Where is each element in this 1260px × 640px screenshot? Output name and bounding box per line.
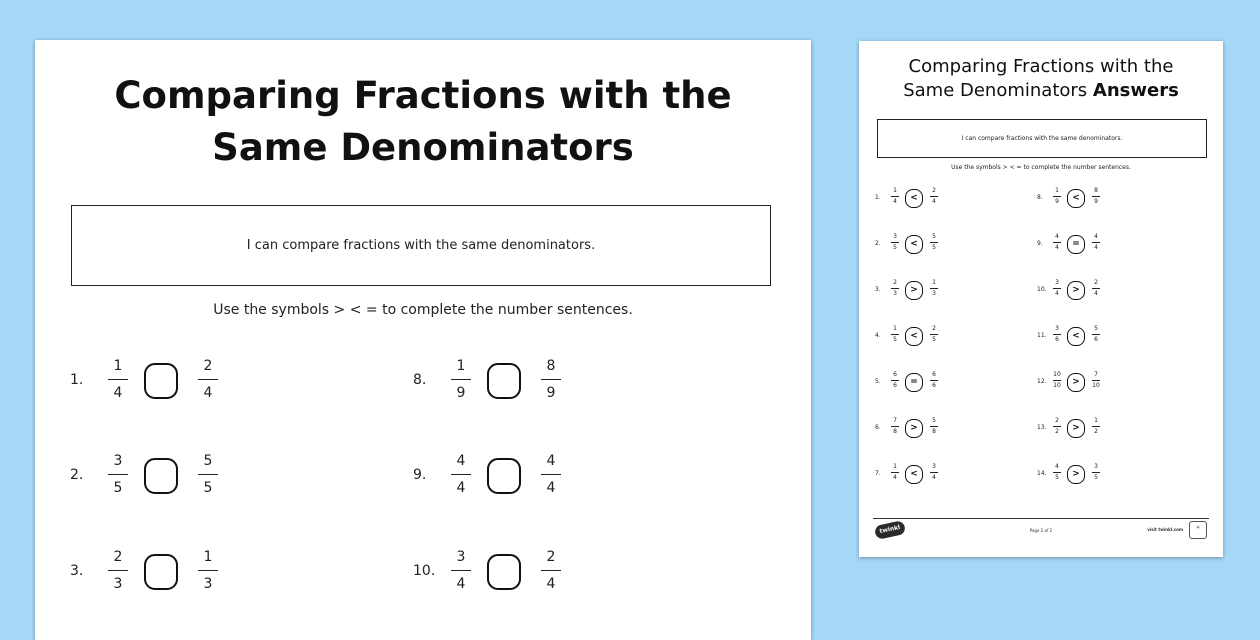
title-line-1: Comparing Fractions with the [114,74,732,117]
denominator: 4 [932,197,936,205]
question-number: 1. [875,194,881,201]
fraction [889,233,901,252]
fraction-bar [1092,196,1100,197]
fraction [1051,325,1063,344]
fraction [928,279,940,298]
fraction-bar [198,474,218,475]
numerator: 2 [546,549,556,565]
answer-symbol-box: < [905,327,923,346]
fraction-bar [930,426,938,427]
denominator: 3 [113,576,123,593]
fraction-bar [541,379,561,380]
answer-symbol-box: < [905,465,923,484]
denominator: 4 [1094,289,1098,297]
numerator: 2 [1055,417,1059,424]
answer-symbol-box: > [1067,281,1085,300]
denominator: 9 [546,385,556,402]
numerator: 1 [113,358,123,374]
question-number: 8. [1037,194,1043,201]
denominator: 3 [893,289,897,297]
fraction [889,463,901,482]
numerator: 4 [546,453,556,469]
answer-row [875,325,965,349]
fraction [104,547,132,594]
answer-row [1037,279,1127,303]
fraction [1090,325,1102,344]
worksheet-page [35,40,811,640]
numerator: 4 [456,453,466,469]
denominator: 5 [932,243,936,251]
question-number: 8. [413,372,427,388]
page-number: Page 2 of 2 [1029,528,1053,533]
numerator: 3 [1055,279,1059,286]
question-number: 10. [1037,286,1047,293]
twinkl-logo: twinkl [874,520,906,540]
fraction-bar [198,379,218,380]
answer-symbol-box: > [1067,373,1085,392]
fraction [928,417,940,436]
fraction-bar [891,288,899,289]
answer-symbol-box: < [905,189,923,208]
question-number: 3. [875,286,881,293]
question-number: 5. [875,378,881,385]
denominator: 4 [893,197,897,205]
denominator: 6 [1055,335,1059,343]
fraction [889,187,901,206]
answer-sheet-page [859,41,1223,557]
denominator: 9 [1094,197,1098,205]
question-number: 4. [875,332,881,339]
fraction-bar [1053,472,1061,473]
numerator: 1 [203,549,213,565]
fraction [1090,187,1102,206]
fraction [928,187,940,206]
fraction [1051,187,1063,206]
numerator: 3 [113,453,123,469]
numerator: 1 [893,187,897,194]
question-number: 14. [1037,470,1047,477]
numerator: 2 [932,325,936,332]
fraction-bar [1092,288,1100,289]
fraction-bar [1092,334,1100,335]
question-number: 2. [70,467,84,483]
answer-symbol-box: < [905,235,923,254]
answer-symbol-box: > [1067,465,1085,484]
denominator: 5 [893,335,897,343]
numerator: 2 [113,549,123,565]
fraction-bar [891,334,899,335]
answer-symbol-box: = [905,373,923,392]
denominator: 4 [893,473,897,481]
denominator: 10 [1053,381,1061,389]
question-row [70,547,270,599]
numerator: 2 [1094,279,1098,286]
numerator: 3 [893,233,897,240]
fraction-bar [541,474,561,475]
denominator: 4 [113,385,123,402]
fraction [889,279,901,298]
numerator: 8 [546,358,556,374]
fraction-bar [1053,196,1061,197]
answer-title-prefix: Same Denominators [903,80,1088,101]
fraction [194,356,222,403]
fraction-bar [1053,426,1061,427]
fraction [104,356,132,403]
fraction [1051,463,1063,482]
denominator: 2 [1094,427,1098,435]
answer-symbol-box: > [1067,419,1085,438]
fraction [889,417,901,436]
answer-title-bold: Answers [1092,80,1179,101]
learning-objective-text: I can compare fractions with the same denominators. [246,238,596,253]
denominator: 2 [1055,427,1059,435]
numerator: 7 [893,417,897,424]
answer-row [1037,371,1127,395]
numerator: 2 [893,279,897,286]
fraction [447,547,475,594]
fraction-bar [108,474,128,475]
answer-row [1037,463,1127,487]
question-number: 9. [413,467,427,483]
fraction [194,451,222,498]
question-number: 3. [70,563,84,579]
fraction [447,451,475,498]
denominator: 4 [456,576,466,593]
numerator: 10 [1053,371,1061,378]
numerator: 2 [932,187,936,194]
answer-box[interactable] [487,363,521,399]
fraction-bar [451,474,471,475]
answer-sheet-title [859,55,1223,103]
answer-box[interactable] [144,458,178,494]
numerator: 7 [1094,371,1098,378]
numerator: 3 [456,549,466,565]
answer-row [1037,417,1127,441]
answer-symbol-box: < [1067,327,1085,346]
numerator: 3 [932,463,936,470]
denominator: 5 [203,480,213,497]
fraction [928,371,940,390]
denominator: 4 [546,480,556,497]
fraction [889,371,901,390]
footer-website: visit twinkl.com [1147,527,1183,532]
fraction [928,233,940,252]
numerator: 4 [1094,233,1098,240]
numerator: 4 [1055,463,1059,470]
numerator: 5 [203,453,213,469]
numerator: 1 [932,279,936,286]
footer-divider [873,518,1209,519]
fraction [537,356,565,403]
numerator: 3 [1055,325,1059,332]
denominator: 3 [203,576,213,593]
answer-title-line-2 [859,79,1223,103]
question-number: 13. [1037,424,1047,431]
denominator: 6 [1094,335,1098,343]
fraction [1090,417,1102,436]
denominator: 4 [1055,289,1059,297]
denominator: 5 [1094,473,1098,481]
fraction-bar [930,288,938,289]
denominator: 4 [1055,243,1059,251]
fraction [928,463,940,482]
answer-row [875,371,965,395]
fraction-bar [108,379,128,380]
numerator: 5 [1094,325,1098,332]
denominator: 9 [456,385,466,402]
question-row [413,547,613,599]
quality-badge-icon: ▤ [1189,521,1207,539]
numerator: 1 [893,325,897,332]
fraction [447,356,475,403]
answer-row [875,279,965,303]
question-number: 9. [1037,240,1043,247]
denominator: 5 [932,335,936,343]
title-line-2: Same Denominators [212,126,634,169]
answer-row [1037,325,1127,349]
question-number: 1. [70,372,84,388]
numerator: 5 [932,417,936,424]
denominator: 5 [893,243,897,251]
numerator: 1 [1094,417,1098,424]
denominator: 5 [1055,473,1059,481]
answer-row [1037,187,1127,211]
answer-symbol-box: < [1067,189,1085,208]
numerator: 3 [1094,463,1098,470]
fraction-bar [930,242,938,243]
answer-box[interactable] [487,554,521,590]
fraction-bar [891,426,899,427]
fraction [1051,279,1063,298]
answer-box[interactable] [144,554,178,590]
fraction-bar [1092,426,1100,427]
fraction [1090,371,1102,390]
question-number: 10. [413,563,436,579]
fraction-bar [891,472,899,473]
fraction [1090,279,1102,298]
denominator: 5 [113,480,123,497]
denominator: 8 [932,427,936,435]
answer-box[interactable] [487,458,521,494]
denominator: 6 [932,381,936,389]
fraction [928,325,940,344]
question-number: 11. [1037,332,1047,339]
fraction-bar [108,570,128,571]
fraction-bar [1053,242,1061,243]
answer-symbol-box: > [905,419,923,438]
fraction-bar [451,570,471,571]
denominator: 4 [203,385,213,402]
denominator: 10 [1092,381,1100,389]
fraction-bar [930,380,938,381]
fraction-bar [1053,334,1061,335]
denominator: 6 [893,381,897,389]
fraction-bar [1053,288,1061,289]
denominator: 4 [1094,243,1098,251]
fraction-bar [1053,380,1061,381]
fraction [104,451,132,498]
fraction-bar [1092,380,1100,381]
fraction [194,547,222,594]
worksheet-title [35,70,811,174]
question-row [70,356,270,408]
instruction-text: Use the symbols > < = to complete the number sentences. [213,302,633,318]
denominator: 4 [932,473,936,481]
denominator: 4 [546,576,556,593]
question-row [413,451,613,503]
fraction [889,325,901,344]
numerator: 2 [203,358,213,374]
question-number: 2. [875,240,881,247]
numerator: 4 [1055,233,1059,240]
fraction-bar [930,196,938,197]
answer-learning-objective-box [877,119,1207,158]
numerator: 1 [1055,187,1059,194]
numerator: 1 [456,358,466,374]
fraction [537,451,565,498]
answer-row [875,417,965,441]
answer-row [1037,233,1127,257]
fraction-bar [198,570,218,571]
answer-instruction-text: Use the symbols > < = to complete the number sentences. [951,164,1131,171]
fraction [1051,417,1063,436]
fraction [537,547,565,594]
answer-title-line-1: Comparing Fractions with the [908,56,1174,77]
fraction-bar [891,380,899,381]
numerator: 8 [1094,187,1098,194]
denominator: 8 [893,427,897,435]
answer-symbol-box: = [1067,235,1085,254]
denominator: 9 [1055,197,1059,205]
numerator: 1 [893,463,897,470]
fraction-bar [891,196,899,197]
fraction-bar [541,570,561,571]
fraction-bar [451,379,471,380]
fraction-bar [891,242,899,243]
learning-objective-box [71,205,771,286]
fraction [1051,371,1063,390]
fraction [1090,233,1102,252]
answer-row [875,463,965,487]
answer-symbol-box: > [905,281,923,300]
question-row [413,356,613,408]
answer-row [875,187,965,211]
answer-learning-objective-text: I can compare fractions with the same denominators. [961,135,1123,142]
numerator: 6 [932,371,936,378]
denominator: 4 [456,480,466,497]
answer-row [875,233,965,257]
question-number: 12. [1037,378,1047,385]
fraction-bar [930,472,938,473]
denominator: 3 [932,289,936,297]
numerator: 5 [932,233,936,240]
fraction [1090,463,1102,482]
question-row [70,451,270,503]
answer-box[interactable] [144,363,178,399]
fraction-bar [1092,472,1100,473]
question-number: 7. [875,470,881,477]
fraction-bar [930,334,938,335]
fraction [1051,233,1063,252]
question-number: 6. [875,424,881,431]
numerator: 6 [893,371,897,378]
fraction-bar [1092,242,1100,243]
